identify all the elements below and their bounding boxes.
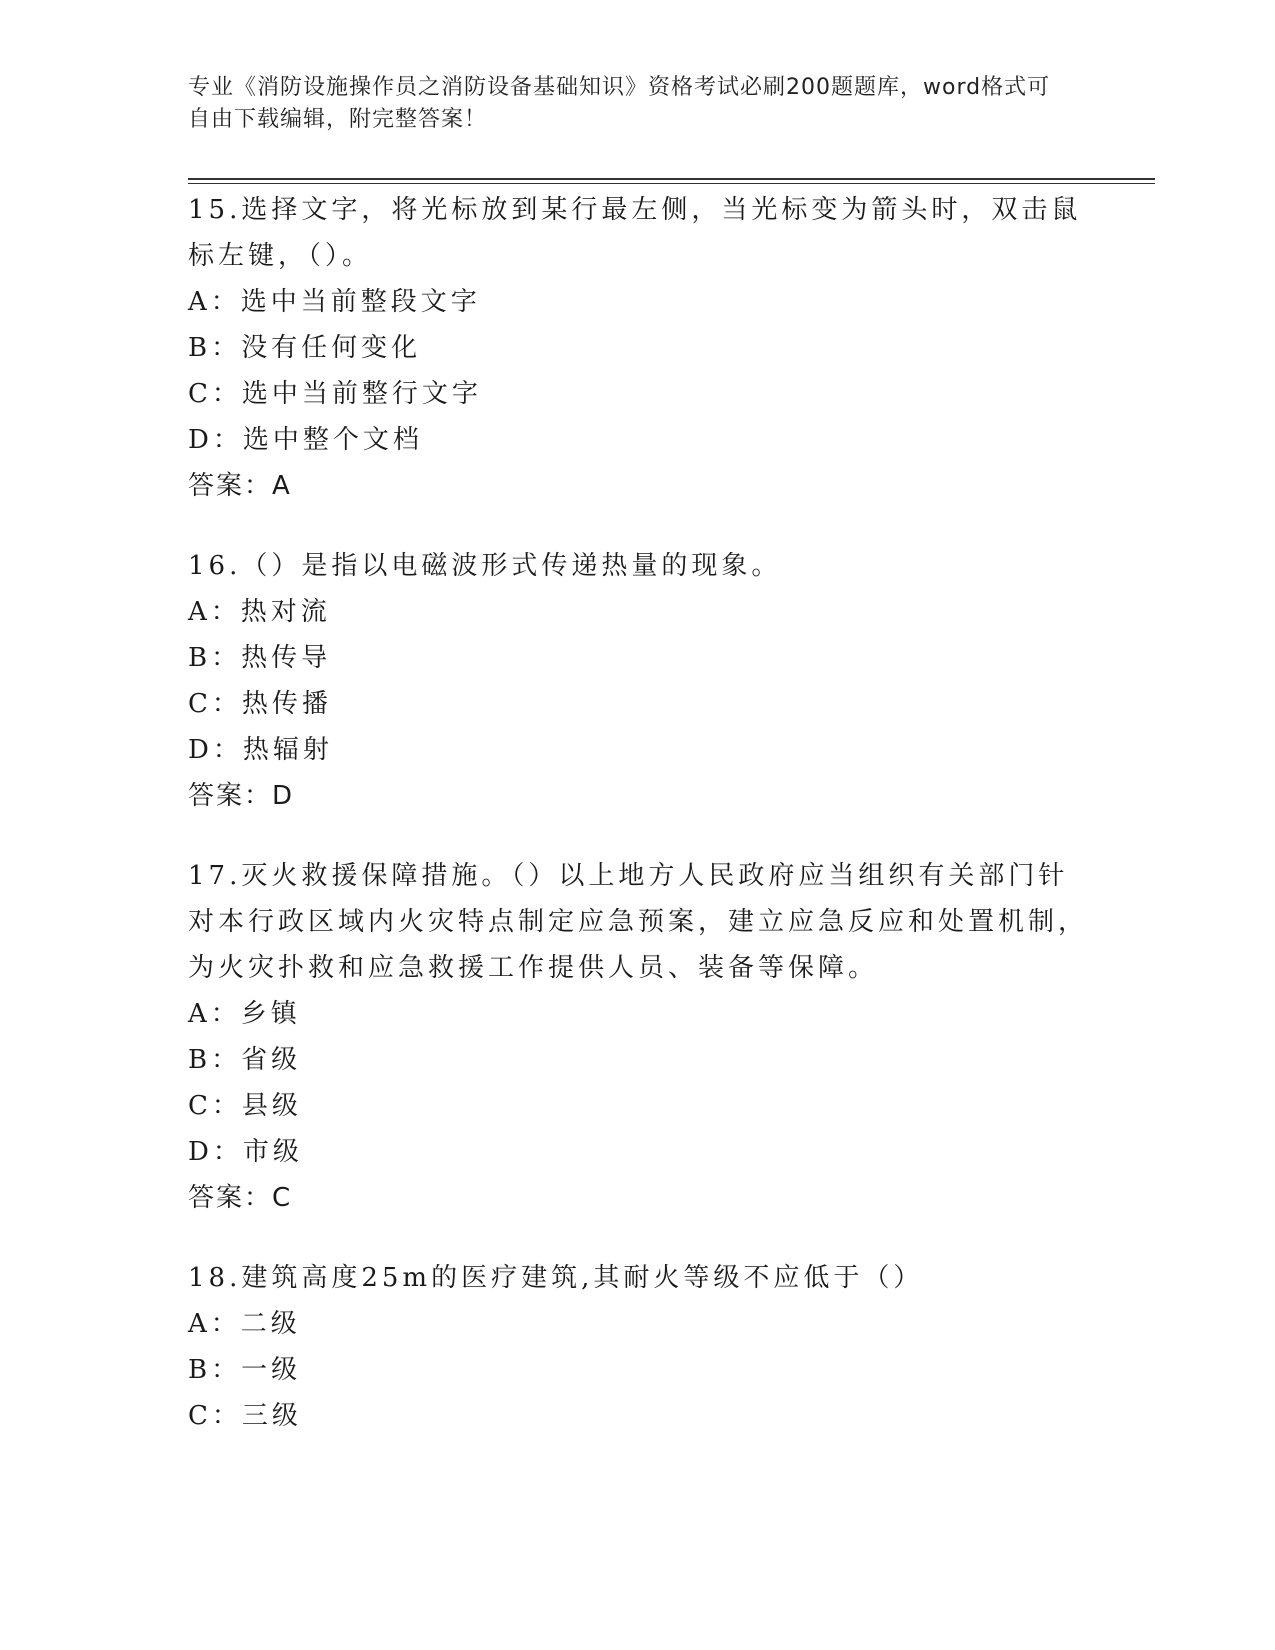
option-a: A：乡镇 (188, 999, 301, 1029)
option-d: D：市级 (188, 1137, 303, 1167)
question-stem: 18.建筑高度25m的医疗建筑,其耐火等级不应低于（） (188, 1263, 924, 1293)
option-c: C：三级 (188, 1401, 302, 1431)
option-d: D：选中整个文档 (188, 425, 423, 455)
option-a: A：热对流 (188, 597, 331, 627)
option-c: C：选中当前整行文字 (188, 379, 482, 409)
option-b: B：省级 (188, 1045, 302, 1075)
option-a: A：选中当前整段文字 (188, 287, 481, 317)
question-stem: 16.（）是指以电磁波形式传递热量的现象。 (188, 551, 782, 581)
option-b: B：一级 (188, 1355, 302, 1385)
question-16 (188, 543, 1088, 819)
answer-line: 答案：A (188, 471, 292, 501)
answer-line: 答案：D (188, 781, 295, 811)
question-18 (188, 1255, 1088, 1439)
question-stem: 15.选择文字，将光标放到某行最左侧，当光标变为箭头时，双击鼠标左键，（）。 (188, 195, 1082, 271)
answer-line: 答案：C (188, 1183, 293, 1213)
option-c: C：热传播 (188, 689, 332, 719)
question-list (188, 187, 1088, 1473)
question-15 (188, 187, 1088, 509)
option-a: A：二级 (188, 1309, 301, 1339)
question-stem: 17.灭火救援保障措施。（）以上地方人民政府应当组织有关部门针对本行政区域内火灾特点制定应急预案，建立应急反应和处置机制，为火灾扑救和应急救援工作提供人员、装备等保障。 (188, 861, 1089, 983)
option-d: D：热辐射 (188, 735, 333, 765)
question-17 (188, 853, 1088, 1221)
document-header: 专业《消防设施操作员之消防设备基础知识》资格考试必刷200题题库，word格式可自由下载编辑，附完整答案！ (188, 75, 1051, 132)
header-divider-thick (188, 178, 1155, 180)
option-c: C：县级 (188, 1091, 302, 1121)
option-b: B：热传导 (188, 643, 332, 673)
option-b: B：没有任何变化 (188, 333, 422, 363)
header-divider-thin (188, 183, 1155, 184)
